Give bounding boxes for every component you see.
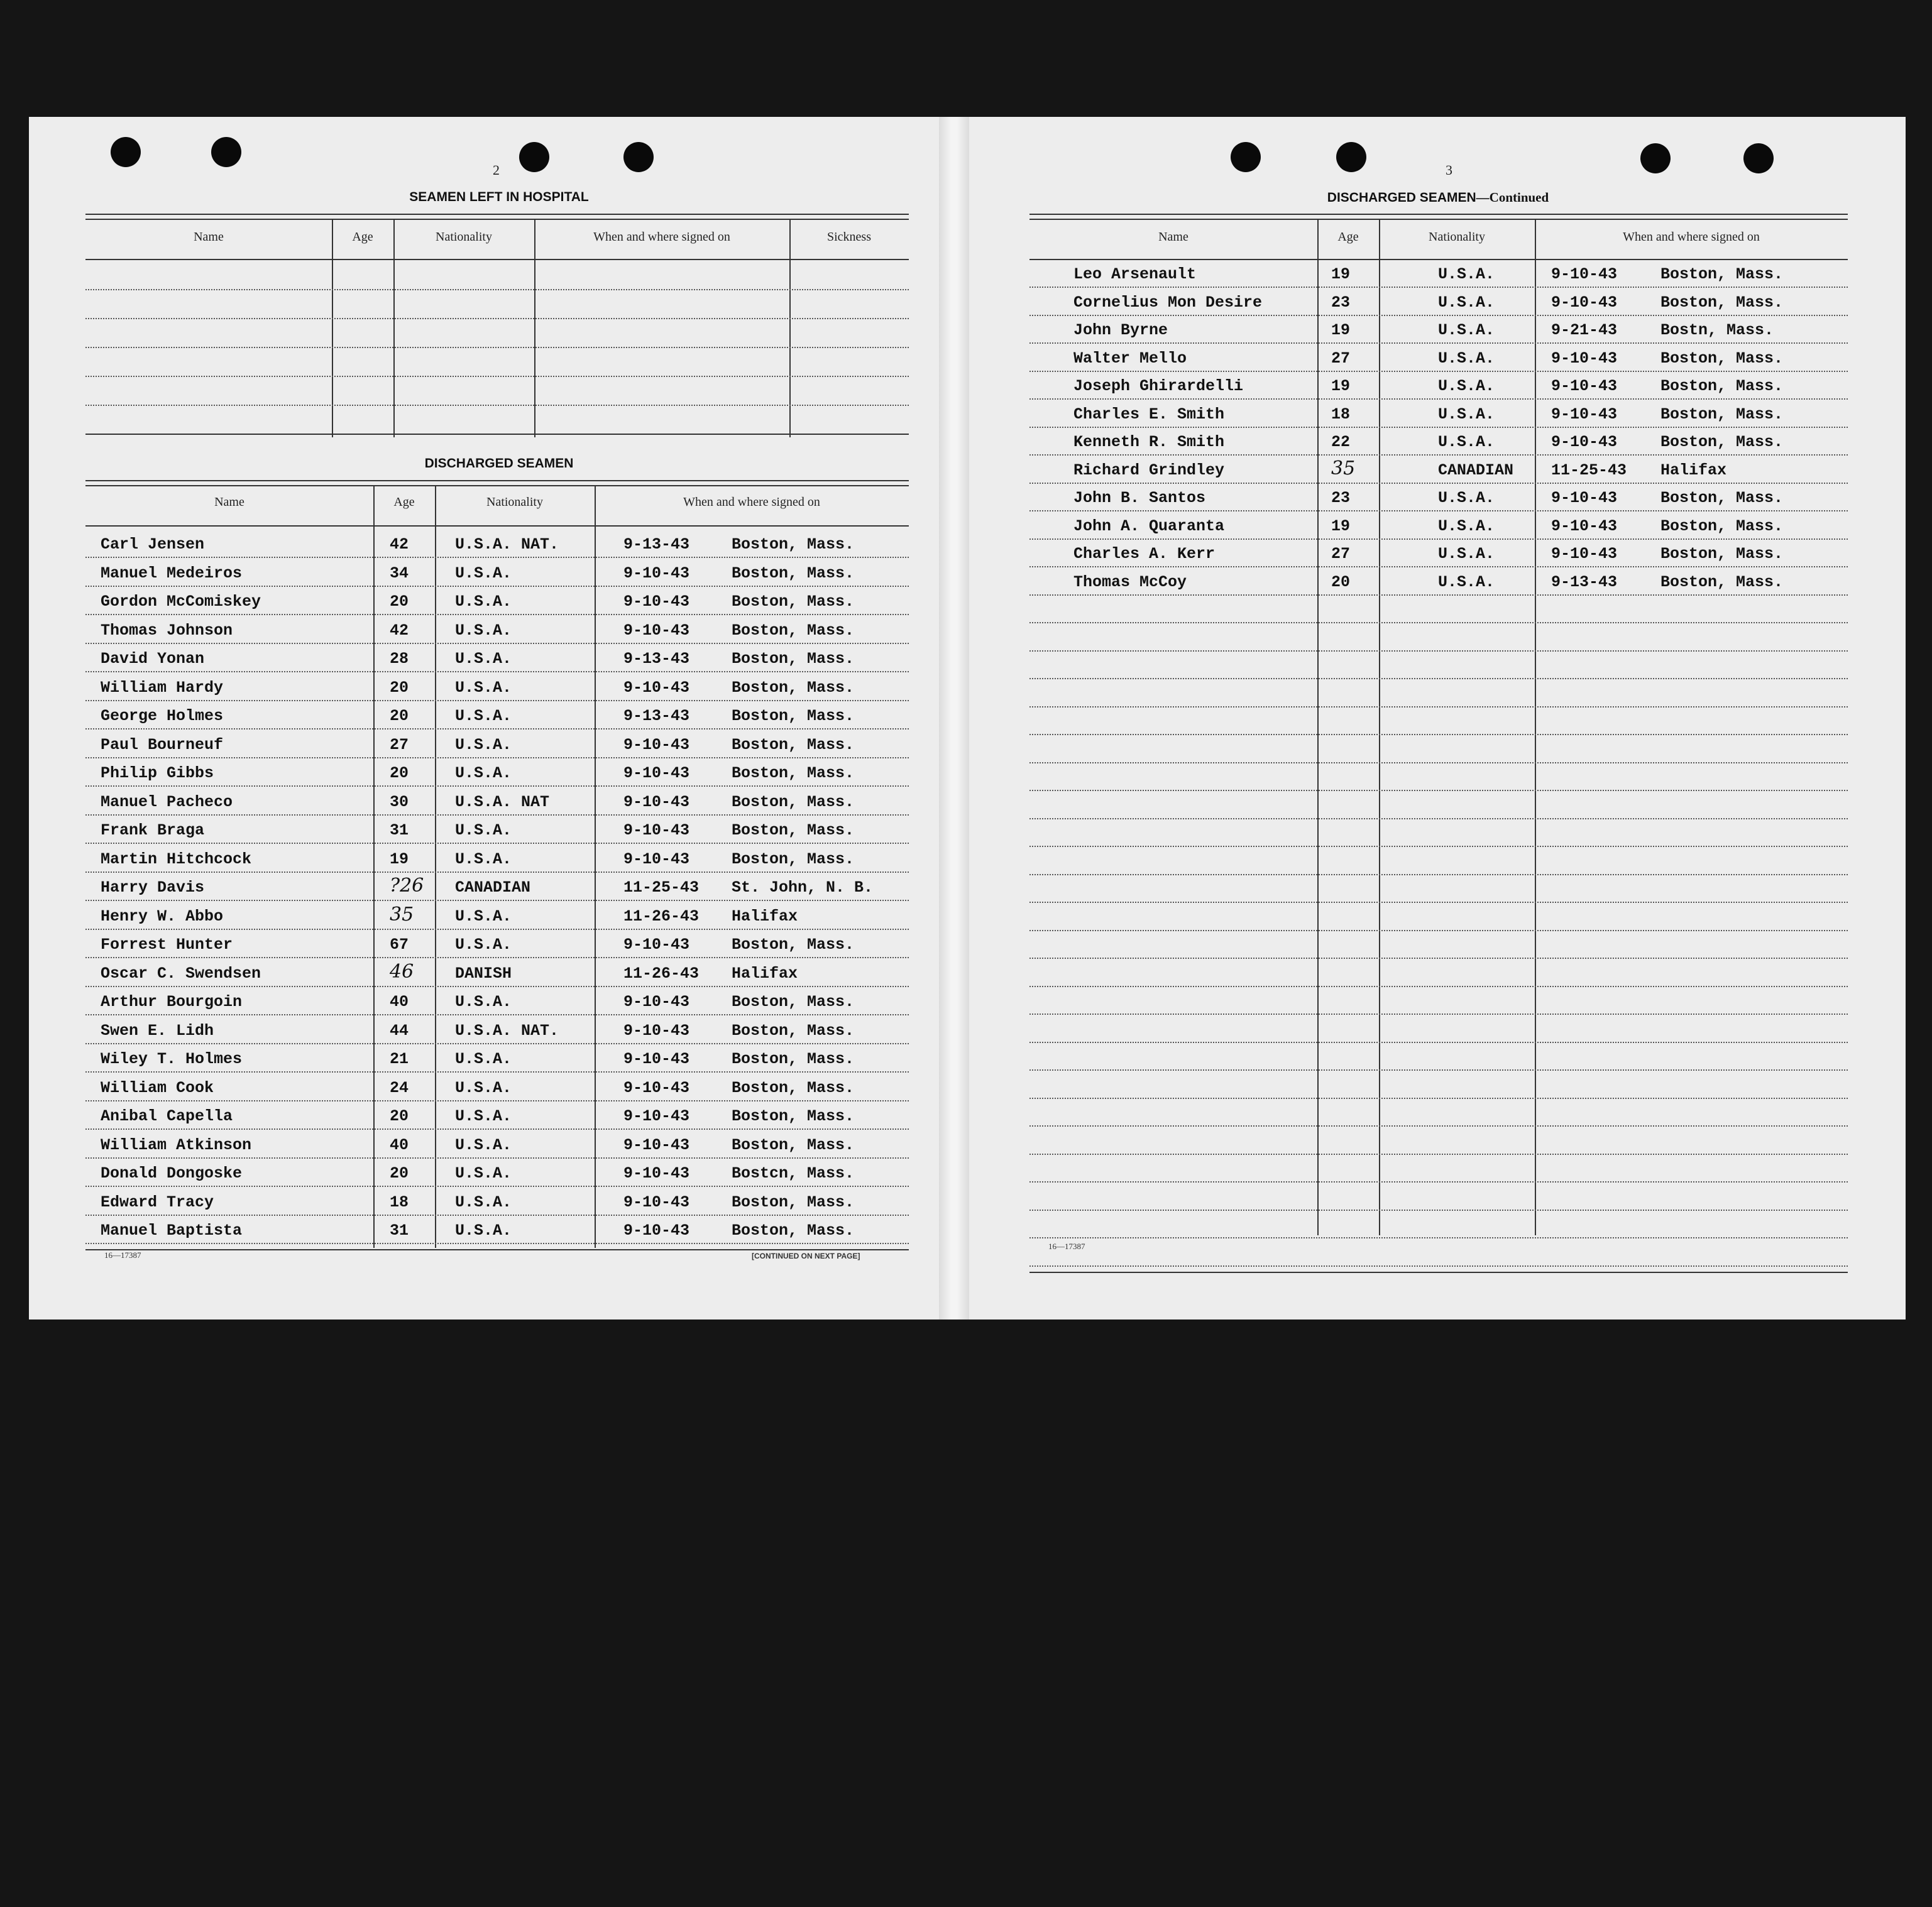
binder-hole-icon [1743,143,1774,173]
signed-on-date: 9-10-43 [623,1135,690,1154]
seaman-nationality: U.S.A. [455,936,512,954]
signed-on-place: Boston, Mass. [732,735,855,754]
seaman-age: 20 [390,707,409,725]
signed-on-place: Boston, Mass. [732,1221,855,1240]
seaman-age: 20 [390,678,409,697]
seaman-nationality: U.S.A. [455,707,512,725]
seaman-age: 19 [1331,321,1351,339]
signed-on-place: Boston, Mass. [732,678,855,697]
signed-on-date: 9-10-43 [1551,293,1618,312]
signed-on-place: Boston, Mass. [1660,349,1784,368]
seaman-name: Philip Gibbs [101,764,214,782]
hospital-table [85,214,909,437]
seaman-age: 35 [390,903,414,926]
seaman-age: 18 [1331,405,1351,423]
seaman-age: 28 [390,650,409,668]
signed-on-place: Boston, Mass. [1660,293,1784,312]
seaman-age: 20 [390,1164,409,1183]
signed-on-date: 9-10-43 [1551,489,1618,507]
signed-on-date: 9-10-43 [1551,265,1618,283]
seaman-age: 44 [390,1021,409,1040]
signed-on-place: Halifax [1660,461,1727,479]
signed-on-date: 11-26-43 [623,907,700,926]
signed-on-date: 9-10-43 [1551,433,1618,451]
signed-on-place: Bostn, Mass. [1660,321,1774,339]
signed-on-date: 9-10-43 [1551,516,1618,535]
signed-on-date: 9-10-43 [1551,349,1618,368]
seaman-name: Manuel Baptista [101,1221,243,1240]
seaman-name: Walter Mello [1073,349,1187,368]
seaman-age: 20 [1331,572,1351,591]
seaman-name: William Atkinson [101,1135,252,1154]
binder-hole-icon [211,137,241,167]
signed-on-place: Boston, Mass. [732,650,855,668]
signed-on-date: 9-10-43 [623,821,690,839]
binder-hole-icon [111,137,141,167]
signed-on-date: 9-10-43 [623,735,690,754]
seaman-age: 31 [390,1221,409,1240]
seaman-nationality: U.S.A. [455,821,512,839]
signed-on-date: 9-10-43 [1551,405,1618,423]
column-header-age: Age [393,495,415,509]
seaman-nationality: U.S.A. [455,1164,512,1183]
seaman-name: Swen E. Lidh [101,1021,214,1040]
seaman-name: Joseph Ghirardelli [1073,377,1244,395]
column-header-nationality: Nationality [436,230,492,244]
seaman-name: Anibal Capella [101,1107,233,1125]
binder-hole-icon [519,142,549,172]
signed-on-place: Boston, Mass. [732,535,855,554]
seaman-name: Richard Grindley [1073,461,1225,479]
seaman-name: Edward Tracy [101,1193,214,1211]
signed-on-place: Boston, Mass. [732,821,855,839]
seaman-nationality: U.S.A. [1438,377,1495,395]
seaman-nationality: U.S.A. [455,850,512,868]
seaman-name: Oscar C. Swendsen [101,964,261,983]
seaman-age: 20 [390,1107,409,1125]
seaman-nationality: U.S.A. [455,1221,512,1240]
signed-on-date: 9-10-43 [623,1193,690,1211]
seaman-name: David Yonan [101,650,205,668]
form-number: 16—17387 [104,1250,141,1260]
seaman-age: 22 [1331,433,1351,451]
seaman-nationality: CANADIAN [1438,461,1514,479]
signed-on-place: Boston, Mass. [1660,545,1784,563]
seaman-nationality: U.S.A. [455,1135,512,1154]
seaman-name: Charles E. Smith [1073,405,1225,423]
seaman-nationality: U.S.A. [455,621,512,640]
seaman-name: Cornelius Mon Desire [1073,293,1263,312]
seaman-age: 27 [1331,545,1351,563]
seaman-name: Gordon McComiskey [101,593,261,611]
seaman-name: Thomas Johnson [101,621,233,640]
seaman-age: 46 [390,960,414,983]
seaman-name: Arthur Bourgoin [101,993,243,1011]
seaman-age: 19 [1331,516,1351,535]
column-header-name: Name [194,230,224,244]
signed-on-date: 9-10-43 [623,1221,690,1240]
seaman-name: Paul Bourneuf [101,735,224,754]
seaman-name: William Cook [101,1078,214,1097]
page-number: 2 [493,162,500,178]
seaman-name: William Hardy [101,678,224,697]
signed-on-date: 9-10-43 [1551,377,1618,395]
binder-hole-icon [1231,142,1261,172]
seaman-age: 18 [390,1193,409,1211]
signed-on-place: Boston, Mass. [732,936,855,954]
seaman-nationality: U.S.A. [455,650,512,668]
seaman-name: John B. Santos [1073,489,1206,507]
signed-on-place: Boston, Mass. [732,1050,855,1068]
page-number: 3 [1446,162,1452,178]
seaman-age: 23 [1331,489,1351,507]
seaman-name: John A. Quaranta [1073,516,1225,535]
signed-on-place: St. John, N. B. [732,878,874,897]
seaman-name: George Holmes [101,707,224,725]
continued-note: [CONTINUED ON NEXT PAGE] [752,1252,860,1260]
signed-on-place: Boston, Mass. [732,764,855,782]
signed-on-date: 9-10-43 [623,1021,690,1040]
seaman-nationality: U.S.A. NAT. [455,535,559,554]
column-header-nationality: Nationality [486,495,543,509]
signed-on-date: 9-21-43 [1551,321,1618,339]
signed-on-place: Boston, Mass. [732,1021,855,1040]
seaman-name: Wiley T. Holmes [101,1050,243,1068]
column-header-age: Age [352,230,373,244]
seaman-age: 31 [390,821,409,839]
seaman-nationality: CANADIAN [455,878,531,897]
signed-on-date: 9-10-43 [623,936,690,954]
signed-on-place: Boston, Mass. [1660,405,1784,423]
seaman-age: ?26 [390,875,424,897]
seaman-age: 30 [390,792,409,811]
signed-on-place: Boston, Mass. [1660,516,1784,535]
column-header-signed-on: When and where signed on [593,230,730,244]
seaman-age: 27 [390,735,409,754]
seaman-age: 19 [1331,265,1351,283]
seaman-name: Henry W. Abbo [101,907,224,926]
signed-on-date: 11-25-43 [1551,461,1627,479]
seaman-nationality: U.S.A. [455,1193,512,1211]
page-fold [939,117,969,1320]
signed-on-place: Boston, Mass. [732,850,855,868]
seaman-nationality: U.S.A. [455,593,512,611]
title-suffix: —Continued [1476,190,1549,205]
seaman-age: 42 [390,621,409,640]
seaman-age: 67 [390,936,409,954]
seaman-name: Manuel Pacheco [101,792,233,811]
signed-on-place: Boston, Mass. [1660,572,1784,591]
seaman-age: 40 [390,1135,409,1154]
signed-on-date: 9-10-43 [623,1078,690,1097]
seaman-age: 40 [390,993,409,1011]
column-header-signed-on: When and where signed on [1623,230,1760,244]
binder-hole-icon [1336,142,1366,172]
signed-on-date: 11-25-43 [623,878,700,897]
signed-on-date: 11-26-43 [623,964,700,983]
seaman-nationality: U.S.A. [1438,293,1495,312]
signed-on-date: 9-13-43 [623,535,690,554]
seaman-name: Leo Arsenault [1073,265,1197,283]
signed-on-place: Halifax [732,907,798,926]
signed-on-place: Boston, Mass. [1660,489,1784,507]
signed-on-place: Boston, Mass. [732,1135,855,1154]
seaman-name: Manuel Medeiros [101,564,243,582]
signed-on-date: 9-10-43 [623,564,690,582]
signed-on-date: 9-10-43 [623,1164,690,1183]
seaman-nationality: U.S.A. [455,1107,512,1125]
seaman-nationality: U.S.A. [1438,572,1495,591]
seaman-nationality: U.S.A. [455,907,512,926]
signed-on-date: 9-10-43 [623,1050,690,1068]
signed-on-place: Boston, Mass. [732,993,855,1011]
signed-on-date: 9-10-43 [623,993,690,1011]
seaman-age: 42 [390,535,409,554]
column-header-nationality: Nationality [1429,230,1485,244]
seaman-name: Harry Davis [101,878,205,897]
binder-hole-icon [1640,143,1671,173]
signed-on-place: Boston, Mass. [732,1078,855,1097]
seaman-nationality: U.S.A. NAT. [455,1021,559,1040]
signed-on-date: 9-10-43 [623,1107,690,1125]
signed-on-place: Boston, Mass. [732,1107,855,1125]
signed-on-date: 9-10-43 [623,621,690,640]
hospital-section-title: SEAMEN LEFT IN HOSPITAL [409,190,589,204]
column-header-age: Age [1337,230,1359,244]
signed-on-place: Boston, Mass. [732,1193,855,1211]
signed-on-place: Boston, Mass. [1660,433,1784,451]
seaman-name: Carl Jensen [101,535,205,554]
signed-on-place: Boston, Mass. [732,564,855,582]
seaman-name: Forrest Hunter [101,936,233,954]
seaman-age: 24 [390,1078,409,1097]
column-header-name: Name [1158,230,1188,244]
seaman-nationality: U.S.A. [1438,516,1495,535]
signed-on-date: 9-10-43 [623,764,690,782]
form-number: 16—17387 [1048,1242,1085,1251]
seaman-name: Charles A. Kerr [1073,545,1216,563]
seaman-name: John Byrne [1073,321,1168,339]
signed-on-place: Boston, Mass. [732,621,855,640]
signed-on-place: Boston, Mass. [1660,377,1784,395]
seaman-age: 23 [1331,293,1351,312]
discharged-table [85,480,909,1248]
seaman-nationality: U.S.A. [455,993,512,1011]
seaman-nationality: U.S.A. [1438,433,1495,451]
seaman-nationality: U.S.A. [1438,321,1495,339]
discharged-continued-title [1029,190,1847,205]
seaman-nationality: DANISH [455,964,512,983]
signed-on-place: Boston, Mass. [1660,265,1784,283]
seaman-nationality: U.S.A. [455,1050,512,1068]
column-header-sickness: Sickness [827,230,871,244]
discharged-section-title: DISCHARGED SEAMEN [424,456,574,471]
seaman-nationality: U.S.A. [455,564,512,582]
signed-on-place: Halifax [732,964,798,983]
column-header-signed-on: When and where signed on [683,495,820,509]
seaman-age: 20 [390,764,409,782]
seaman-nationality: U.S.A. [455,764,512,782]
signed-on-date: 9-10-43 [623,678,690,697]
seaman-age: 20 [390,593,409,611]
seaman-name: Donald Dongoske [101,1164,243,1183]
signed-on-date: 9-13-43 [623,650,690,668]
seaman-nationality: U.S.A. [455,678,512,697]
seaman-age: 21 [390,1050,409,1068]
signed-on-place: Boston, Mass. [732,593,855,611]
signed-on-place: Boston, Mass. [732,707,855,725]
signed-on-place: Bostcn, Mass. [732,1164,855,1183]
seaman-age: 35 [1331,457,1356,479]
title-text: DISCHARGED SEAMEN [1327,190,1476,205]
signed-on-date: 9-10-43 [623,593,690,611]
seaman-age: 19 [390,850,409,868]
discharged-continued-table [1029,214,1848,1235]
seaman-name: Thomas McCoy [1073,572,1187,591]
signed-on-date: 9-13-43 [1551,572,1618,591]
signed-on-date: 9-10-43 [623,792,690,811]
seaman-age: 19 [1331,377,1351,395]
signed-on-date: 9-10-43 [623,850,690,868]
seaman-name: Martin Hitchcock [101,850,252,868]
seaman-age: 27 [1331,349,1351,368]
seaman-name: Frank Braga [101,821,205,839]
signed-on-date: 9-10-43 [1551,545,1618,563]
seaman-nationality: U.S.A. NAT [455,792,550,811]
column-header-name: Name [214,495,244,509]
signed-on-place: Boston, Mass. [732,792,855,811]
seaman-nationality: U.S.A. [1438,349,1495,368]
seaman-age: 34 [390,564,409,582]
signed-on-date: 9-13-43 [623,707,690,725]
seaman-nationality: U.S.A. [1438,489,1495,507]
seaman-nationality: U.S.A. [455,1078,512,1097]
seaman-nationality: U.S.A. [1438,545,1495,563]
seaman-nationality: U.S.A. [455,735,512,754]
seaman-nationality: U.S.A. [1438,405,1495,423]
seaman-name: Kenneth R. Smith [1073,433,1225,451]
seaman-nationality: U.S.A. [1438,265,1495,283]
binder-hole-icon [623,142,654,172]
